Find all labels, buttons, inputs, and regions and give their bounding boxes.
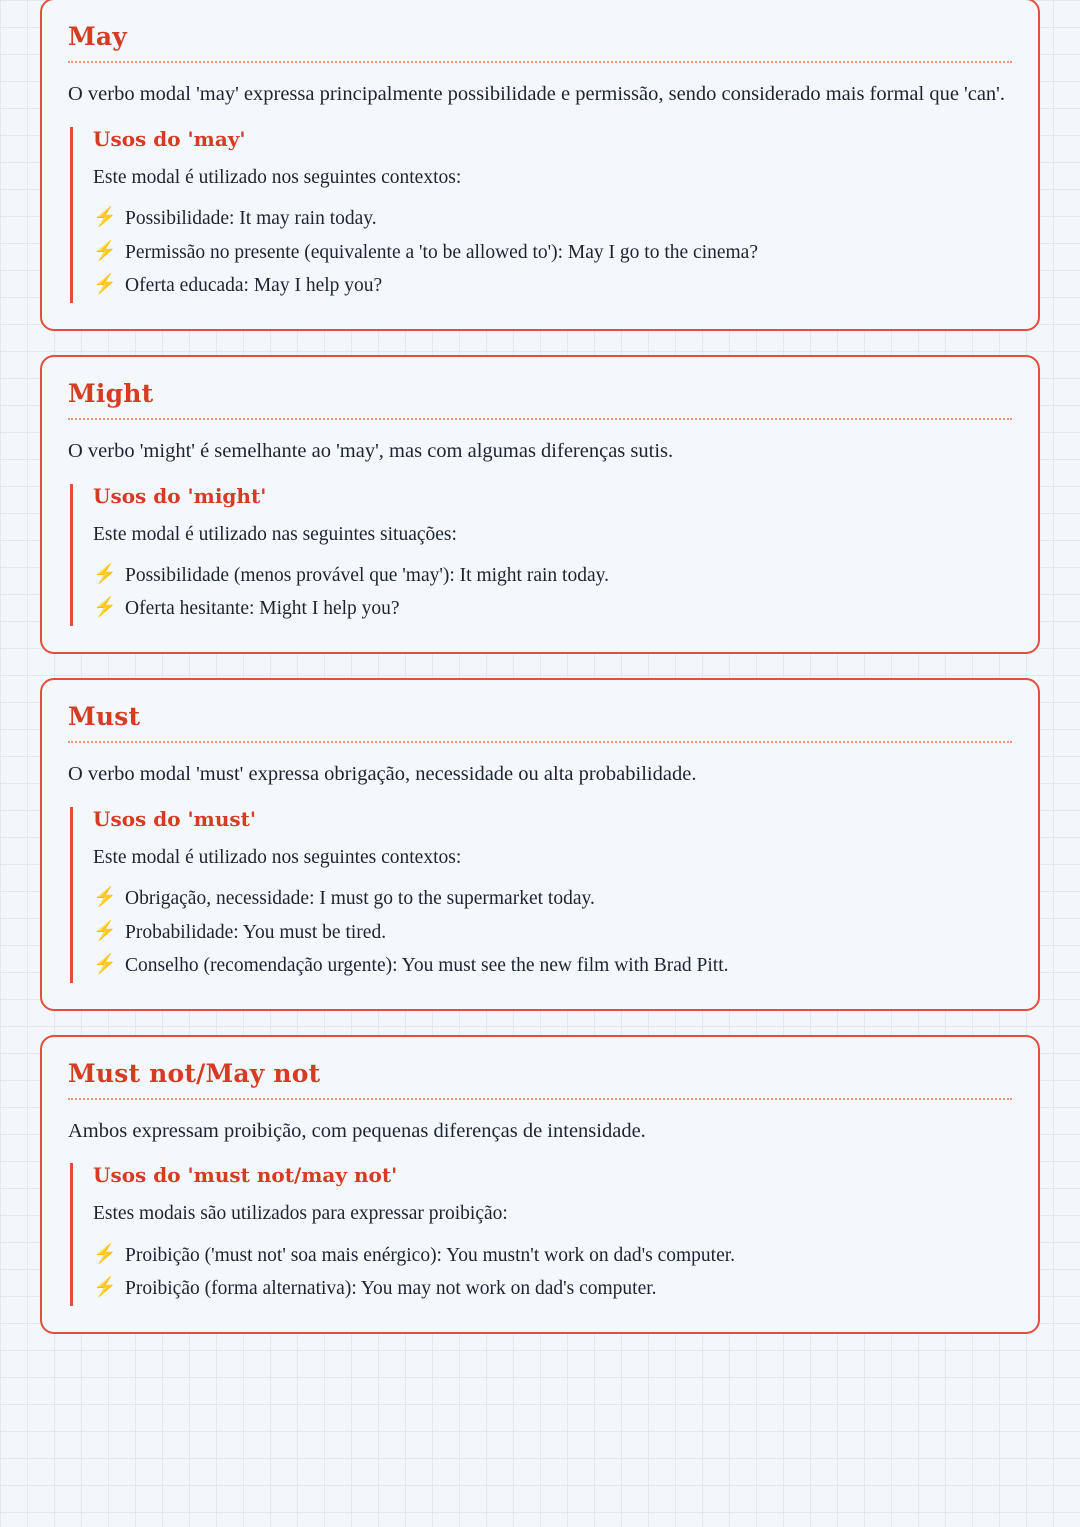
list-item: [93, 269, 1012, 303]
bolt-icon: ⚡: [93, 954, 117, 976]
list-item-text: Probabilidade: You must be tired.: [125, 921, 387, 943]
bolt-icon: ⚡: [93, 274, 117, 296]
usage-block: [70, 127, 1012, 303]
usage-title: Usos do 'may': [93, 126, 246, 151]
bolt-icon: ⚡: [93, 597, 117, 619]
usage-block: [70, 807, 1012, 983]
card-intro: O verbo modal 'may' expressa principalmente possibilidade e permissão, sendo considerado mais formal que 'can'.: [68, 83, 1006, 105]
list-item-text: Oferta educada: May I help you?: [125, 275, 383, 297]
title-divider: [68, 61, 1012, 63]
usage-lead: Estes modais são utilizados para expressar proibição:: [93, 1203, 508, 1225]
list-item: [93, 202, 1012, 236]
card-intro: O verbo 'might' é semelhante ao 'may', mas com algumas diferenças sutis.: [68, 439, 674, 462]
usage-block: [70, 484, 1012, 626]
card-title: May: [68, 22, 127, 51]
list-item: [93, 592, 1012, 626]
usage-list: [93, 559, 1012, 626]
bolt-icon: ⚡: [93, 1243, 117, 1265]
list-item-text: Conselho (recomendação urgente): You must see the new film with Brad Pitt.: [125, 955, 729, 977]
usage-list: [93, 882, 1012, 983]
list-item-text: Permissão no presente (equivalente a 'to be allowed to'): May I go to the cinema?: [125, 241, 758, 263]
bolt-icon: ⚡: [93, 920, 117, 942]
content-card-might: [40, 355, 1040, 654]
list-item-text: Possibilidade: It may rain today.: [125, 208, 377, 230]
content-card-must: [40, 678, 1040, 1011]
usage-list: [93, 1239, 1012, 1306]
list-item: [93, 916, 1012, 950]
list-item: [93, 949, 1012, 983]
title-divider: [68, 1098, 1012, 1100]
title-divider: [68, 418, 1012, 420]
content-card-must-not-may-not: [40, 1035, 1040, 1334]
list-item-text: Obrigação, necessidade: I must go to the supermarket today.: [125, 887, 595, 909]
usage-title: Usos do 'might': [93, 483, 267, 508]
usage-list: [93, 202, 1012, 303]
bolt-icon: ⚡: [93, 240, 117, 262]
usage-lead: Este modal é utilizado nos seguintes contextos:: [93, 846, 462, 868]
list-item-text: Oferta hesitante: Might I help you?: [125, 598, 400, 620]
list-item: [93, 1239, 1012, 1273]
bolt-icon: ⚡: [93, 207, 117, 229]
card-intro: O verbo modal 'must' expressa obrigação, necessidade ou alta probabilidade.: [68, 762, 697, 785]
list-item-text: Possibilidade (menos provável que 'may'): It might rain today.: [125, 564, 609, 586]
bolt-icon: ⚡: [93, 563, 117, 585]
list-item-text: Proibição ('must not' soa mais enérgico): You mustn't work on dad's computer.: [125, 1244, 736, 1266]
title-divider: [68, 741, 1012, 743]
usage-lead: Este modal é utilizado nas seguintes situações:: [93, 523, 457, 545]
content-card-may: [40, 0, 1040, 331]
list-item: [93, 882, 1012, 916]
card-title: Must not/May not: [68, 1058, 321, 1088]
bolt-icon: ⚡: [93, 1277, 117, 1299]
list-item: [93, 559, 1012, 593]
usage-lead: Este modal é utilizado nos seguintes contextos:: [93, 166, 462, 188]
bolt-icon: ⚡: [93, 886, 117, 908]
list-item: [93, 236, 1012, 270]
card-title: Must: [68, 701, 141, 731]
card-title: Might: [68, 378, 154, 408]
list-item-text: Proibição (forma alternativa): You may not work on dad's computer.: [125, 1278, 657, 1300]
usage-title: Usos do 'must': [93, 806, 256, 831]
usage-title: Usos do 'must not/may not': [93, 1163, 398, 1188]
list-item: [93, 1272, 1012, 1306]
card-intro: Ambos expressam proibição, com pequenas diferenças de intensidade.: [68, 1119, 646, 1142]
usage-block: [70, 1163, 1012, 1305]
